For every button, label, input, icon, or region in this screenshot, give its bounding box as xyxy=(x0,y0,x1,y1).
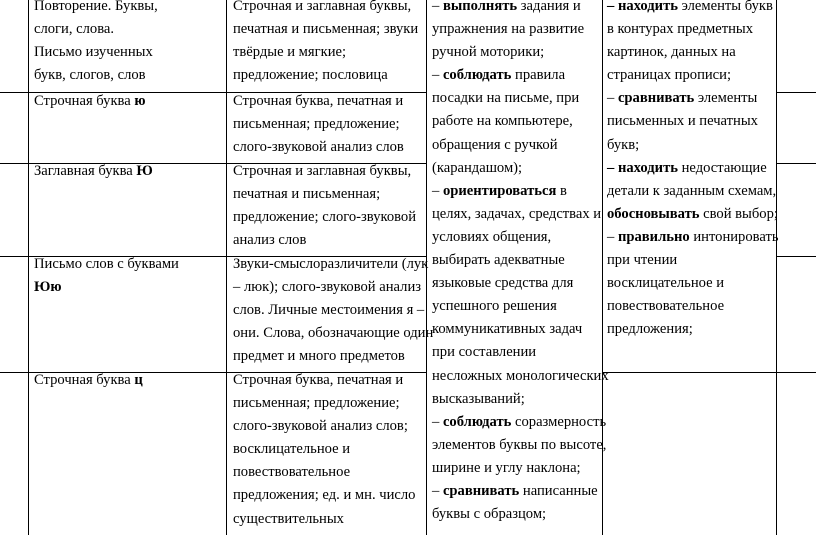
content-line: восклицательное и xyxy=(233,441,351,458)
topic-cell xyxy=(34,253,179,299)
col-border xyxy=(28,0,29,535)
skill-line: языковые средства для xyxy=(432,275,574,292)
content-line: предложение; слого-звуковой xyxy=(233,209,417,226)
skill-line xyxy=(432,64,609,87)
content-line: твёрдые и мягкие; xyxy=(233,44,347,61)
skill-line: страницах прописи; xyxy=(607,67,732,84)
skill-line: несложных монологических xyxy=(432,367,609,384)
content-line: существительных xyxy=(233,510,344,527)
skill-line: обращения с ручкой xyxy=(432,136,558,153)
skill-verb: соблюдать xyxy=(442,67,512,84)
skill-text: написанные xyxy=(519,482,598,499)
dash: – xyxy=(432,413,443,430)
row-border xyxy=(602,372,777,373)
content-line: – люк); слого-звуковой анализ xyxy=(233,279,422,296)
skill-line: в контурах предметных xyxy=(607,21,754,38)
skill-verb: находить xyxy=(617,0,678,14)
topic-cell xyxy=(34,0,158,87)
skill-text: свой выбор; xyxy=(699,205,778,222)
skill-line: предложения; xyxy=(607,321,693,338)
topic-text: Заглавная буква xyxy=(34,163,137,179)
content-line: предмет и много предметов xyxy=(233,348,405,365)
content-line: Строчная буква, печатная и xyxy=(233,93,404,109)
dash: – xyxy=(432,0,443,14)
skill-line: высказываний; xyxy=(432,390,525,407)
skill-verb: правильно xyxy=(617,228,690,245)
skill-text: элементы букв xyxy=(677,0,773,14)
skill-line: ручной моторики; xyxy=(432,44,545,61)
skill-verb: обосновывать xyxy=(607,205,700,222)
topic-letter: ю xyxy=(134,93,146,109)
skill-line: картинок, данных на xyxy=(607,44,736,61)
skill-line: работе на компьютере, xyxy=(432,113,573,130)
row-border xyxy=(776,92,816,93)
content-line: слого-звуковой анализ слов xyxy=(233,139,404,156)
topic-letter: Юю xyxy=(34,279,62,296)
topic-line: Письмо изученных xyxy=(34,44,153,61)
content-line: повествовательное xyxy=(233,464,351,481)
dash: – xyxy=(607,90,618,107)
topic-line xyxy=(34,276,179,299)
skill-line xyxy=(607,226,778,249)
content-cell xyxy=(233,160,416,252)
topic-text: Строчная буква xyxy=(34,372,135,388)
skill-verb: находить xyxy=(617,159,678,176)
dash: – xyxy=(607,228,618,245)
skill-line: посадки на письме, при xyxy=(432,90,580,107)
skill-verb: сравнивать xyxy=(617,90,695,107)
content-line: Строчная и заглавная буквы, xyxy=(233,163,412,179)
content-line: Звуки-смыслоразличители (лук xyxy=(233,256,429,272)
skill-text: недостающие xyxy=(677,159,767,176)
row-border xyxy=(776,372,816,373)
skills-cell-activity xyxy=(432,0,609,526)
skill-line: упражнения на развитие xyxy=(432,21,585,38)
skill-line: (карандашом); xyxy=(432,159,523,176)
skill-verb: ориентироваться xyxy=(442,182,557,199)
skill-line xyxy=(607,87,778,110)
topic-cell xyxy=(34,160,153,183)
content-line: слов. Личные местоимения я – xyxy=(233,302,425,319)
skill-line xyxy=(432,411,609,434)
skill-line xyxy=(432,180,609,203)
topic-text: Строчная буква xyxy=(34,93,135,109)
skill-line xyxy=(607,157,778,180)
dash: – xyxy=(607,0,618,14)
topic-cell xyxy=(34,90,146,113)
skill-text: интонировать xyxy=(689,228,779,245)
topic-line: Повторение. Буквы, xyxy=(34,0,158,14)
dash: – xyxy=(432,182,443,199)
topic-line: букв, слогов, слов xyxy=(34,67,146,84)
topic-letter: ц xyxy=(134,372,143,388)
content-line: письменная; предложение; xyxy=(233,395,400,412)
skill-text: соразмерность xyxy=(511,413,607,430)
skill-line: выбирать адекватные xyxy=(432,252,565,269)
skill-line: коммуникативных задач xyxy=(432,321,583,338)
content-line: предложения; ед. и мн. число xyxy=(233,487,416,504)
skill-line: целях, задачах, средствах и xyxy=(432,205,602,222)
skill-line: при составлении xyxy=(432,344,537,361)
skill-text: элементы xyxy=(694,90,758,107)
dash: – xyxy=(432,67,443,84)
topic-cell xyxy=(34,369,143,392)
content-line: анализ слов xyxy=(233,232,307,249)
skill-line: успешного решения xyxy=(432,298,557,315)
skill-verb: сравнивать xyxy=(442,482,520,499)
skill-line xyxy=(607,0,778,18)
content-cell xyxy=(233,369,415,531)
skill-line: элементов буквы по высоте, xyxy=(432,436,607,453)
content-line: Строчная и заглавная буквы, xyxy=(233,0,412,14)
topic-line xyxy=(34,90,146,113)
content-line: Строчная буква, печатная и xyxy=(233,372,404,388)
topic-line: Письмо слов с буквами xyxy=(34,256,179,272)
skill-line xyxy=(607,203,778,226)
skill-line: повествовательное xyxy=(607,298,725,315)
skill-verb: соблюдать xyxy=(442,413,512,430)
skill-line: письменных и печатных xyxy=(607,113,758,130)
topic-line xyxy=(34,369,143,392)
content-line: письменная; предложение; xyxy=(233,116,400,133)
content-line: слого-звуковой анализ слов; xyxy=(233,418,408,435)
content-cell xyxy=(233,253,433,368)
skill-line: ширине и углу наклона; xyxy=(432,459,581,476)
skill-line xyxy=(432,480,609,503)
skill-line: букв; xyxy=(607,136,640,153)
dash: – xyxy=(432,482,443,499)
skill-line: восклицательное и xyxy=(607,275,725,292)
skill-line: детали к заданным схемам, xyxy=(607,182,777,199)
skill-text: в xyxy=(556,182,567,199)
skill-text: задания и xyxy=(517,0,581,14)
row-border xyxy=(776,256,816,257)
col-border xyxy=(226,0,227,535)
content-cell xyxy=(233,0,418,87)
topic-letter: Ю xyxy=(136,163,153,179)
skill-line xyxy=(432,0,609,18)
skill-line: буквы с образцом; xyxy=(432,506,547,523)
skill-text: правила xyxy=(511,67,566,84)
content-line: печатная и письменная; звуки xyxy=(233,21,419,38)
skill-line: условиях общения, xyxy=(432,228,552,245)
skill-line: при чтении xyxy=(607,252,678,269)
content-line: печатная и письменная; xyxy=(233,186,381,203)
skills-cell-analysis xyxy=(607,0,778,341)
skill-verb: выполнять xyxy=(442,0,518,14)
content-line: они. Слова, обозначающие один xyxy=(233,325,434,342)
dash: – xyxy=(607,159,618,176)
content-cell xyxy=(233,90,404,159)
row-border xyxy=(776,163,816,164)
content-line: предложение; пословица xyxy=(233,67,388,84)
topic-line xyxy=(34,160,153,183)
topic-line: слоги, слова. xyxy=(34,21,115,38)
